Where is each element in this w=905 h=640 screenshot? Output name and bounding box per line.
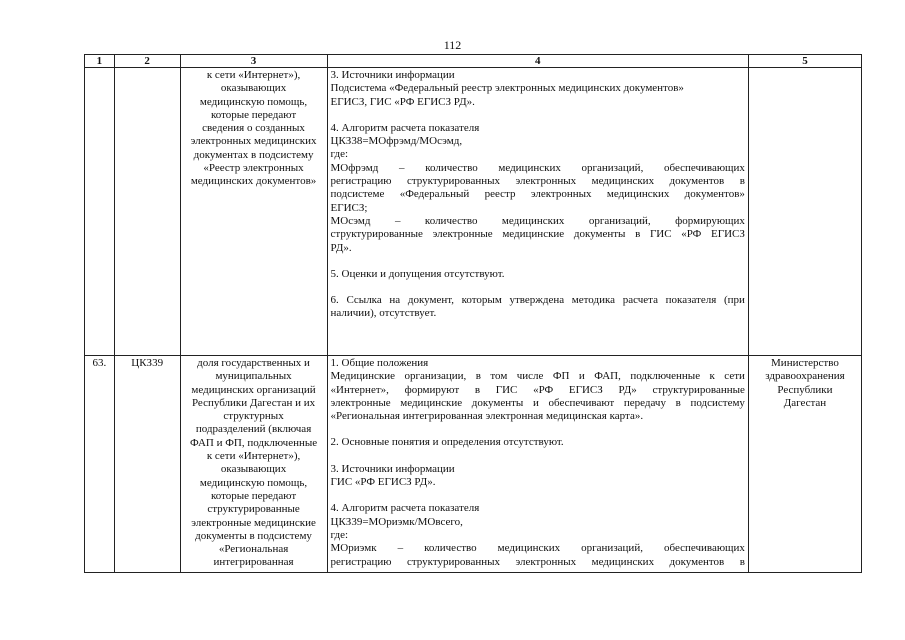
method-line: 4. Алгоритм расчета показателя — [330, 121, 480, 134]
method-line: ЕГИСЗ, ГИС «РФ ЕГИСЗ РД». — [330, 95, 475, 108]
header-col-3: 3 — [180, 55, 327, 68]
cell-line: муниципальных — [215, 370, 292, 383]
table-row — [85, 68, 862, 356]
method-line: регистрацию структурированных электронных медицинских документов в — [330, 555, 745, 568]
cell-line: Республики — [777, 383, 833, 396]
cell-line: Министерство — [771, 357, 839, 369]
cell-line: доля государственных и — [197, 357, 310, 369]
method-line: ГИС «РФ ЕГИСЗ РД». — [330, 476, 436, 489]
cell-line: подразделений (включая — [195, 423, 312, 436]
paragraph-gap — [331, 255, 745, 268]
method-line: ЦКЗ38=МОфрэмд/МОсэмд, — [330, 135, 463, 148]
method-line: РД». — [330, 241, 352, 254]
cell-line: медицинскую помощь, — [199, 476, 308, 489]
indicator-name — [180, 356, 327, 573]
cell-line: оказывающих — [220, 82, 287, 95]
cell-line: оказывающих — [220, 463, 287, 476]
method-line: где: — [330, 528, 349, 541]
table-row — [85, 356, 862, 573]
cell-line: к сети «Интернет»), — [206, 450, 301, 463]
cell-line: «Региональная — [218, 543, 289, 556]
method-line: наличии), отсутствует. — [330, 307, 437, 320]
method-line: 3. Источники информации — [330, 69, 455, 81]
cell-line: Республики Дагестан и их — [191, 396, 316, 409]
paragraph-gap — [331, 109, 745, 122]
method-line: 3. Источники информации — [330, 462, 455, 475]
calculation-method — [327, 356, 748, 573]
cell-line: медицинских организаций — [191, 383, 316, 396]
indicator-name — [180, 68, 327, 356]
method-line: электронные медицинские документы и обеспечивают передачу в подсистему — [330, 396, 745, 409]
method-line: ЕГИСЗ; — [330, 201, 368, 214]
cell-line: структурированные — [207, 503, 300, 516]
cell-line: электронные медицинские — [191, 516, 316, 529]
cell-line: здравоохранения — [765, 370, 845, 383]
paragraph-gap — [331, 489, 745, 502]
method-line: подсистеме «Федеральный реестр электронных медицинских документов» — [330, 188, 745, 201]
method-line: 2. Основные понятия и определения отсутствуют. — [330, 436, 564, 449]
responsible-body — [748, 68, 861, 356]
method-line: где: — [330, 148, 349, 161]
method-line: 1. Общие положения — [330, 357, 429, 369]
cell-line: медицинских документов» — [190, 175, 317, 188]
calculation-method — [327, 68, 748, 356]
method-line: ЦКЗ39=МОриэмк/МОвсего, — [330, 515, 463, 528]
cell-line: которые передают — [210, 108, 297, 121]
paragraph-gap — [331, 281, 745, 294]
cell-line: электронных медицинских — [190, 135, 317, 148]
method-line: 4. Алгоритм расчета показателя — [330, 502, 480, 515]
row-number — [85, 68, 115, 356]
method-line: МОриэмк – количество медицинских организаций, обеспечивающих — [330, 542, 745, 555]
cell-line: структурных — [223, 410, 284, 423]
header-col-4: 4 — [327, 55, 748, 68]
method-line: Медицинские организации, в том числе ФП и ФАП, подключенные к сети — [330, 370, 745, 383]
method-line: 6. Ссылка на документ, которым утверждена методика расчета показателя (при — [330, 294, 745, 307]
header-col-5: 5 — [748, 55, 861, 68]
method-line: «Региональная интегрированная электронная медицинская карта». — [330, 410, 644, 423]
header-col-2: 2 — [114, 55, 180, 68]
method-line: МОсэмд – количество медицинских организаций, формирующих — [330, 214, 745, 227]
method-line: Подсистема «Федеральный реестр электронных медицинских документов» — [330, 82, 684, 95]
table-header-row — [85, 55, 862, 68]
page-number: 112 — [443, 38, 462, 52]
cell-line: документы в подсистему — [195, 529, 312, 542]
cell-line: к сети «Интернет»), — [206, 69, 301, 81]
responsible-body — [748, 356, 861, 573]
cell-line: сведения о созданных — [202, 122, 305, 135]
cell-line: ФАП и ФП, подключенные — [189, 436, 318, 449]
cell-line: документах в подсистему — [193, 148, 314, 161]
cell-line: «Реестр электронных — [203, 162, 304, 175]
cell-line: медицинскую помощь, — [199, 95, 308, 108]
indicator-code — [114, 68, 180, 356]
cell-line: интегрированная — [213, 556, 294, 569]
method-line: МОфрэмд – количество медицинских организаций, обеспечивающих — [330, 161, 745, 174]
paragraph-gap — [331, 450, 745, 463]
cell-line: которые передают — [210, 489, 297, 502]
method-line: структурированные электронные медицинские документы в ГИС «РФ ЕГИСЗ — [330, 228, 745, 241]
method-line: «Интернет», формируют в ГИС «РФ ЕГИСЗ РД» структурированные — [330, 383, 745, 396]
paragraph-gap — [331, 423, 745, 436]
method-line: 5. Оценки и допущения отсутствуют. — [330, 267, 505, 280]
row-number: 63. — [85, 356, 115, 573]
document-table — [84, 54, 862, 573]
cell-line: Дагестан — [783, 396, 827, 409]
method-line: регистрацию структурированных электронных медицинских документов в — [330, 175, 745, 188]
header-col-1: 1 — [85, 55, 115, 68]
indicator-code: ЦКЗ39 — [114, 356, 180, 573]
